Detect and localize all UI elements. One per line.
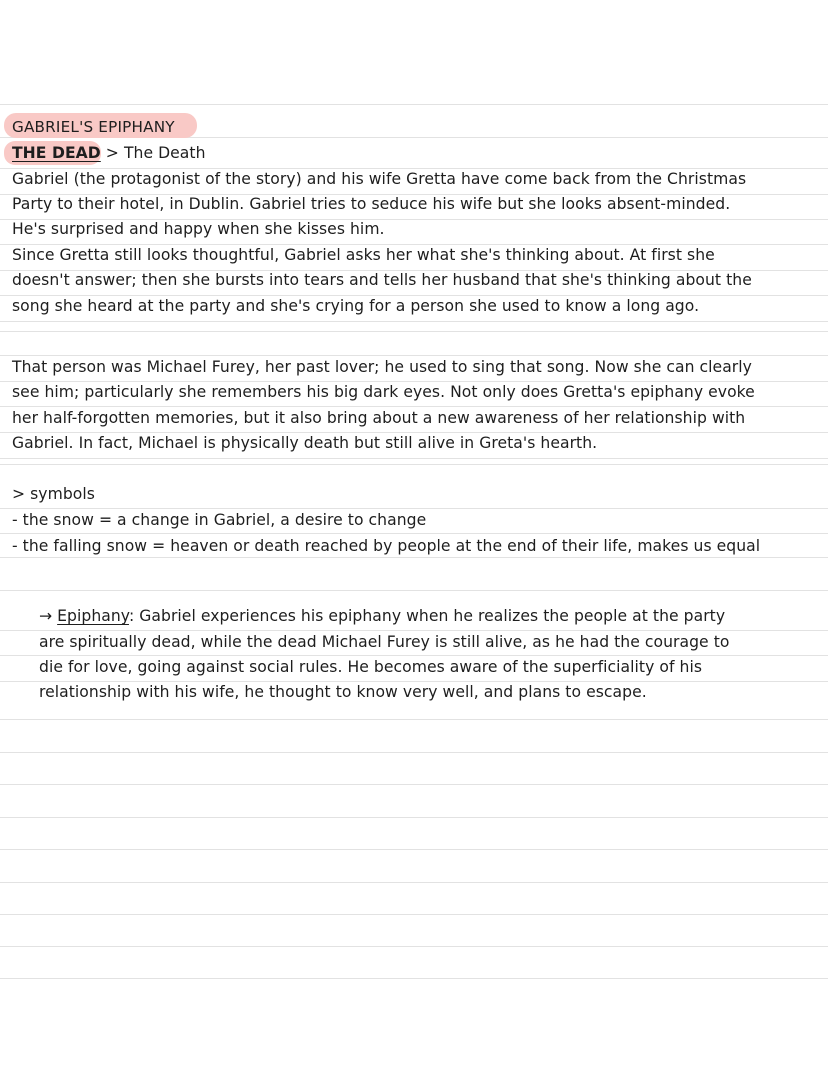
symbol-item: - the falling snow = heaven or death reached by people at the end of their life, makes us equal [12, 537, 761, 555]
paragraph-2-line: That person was Michael Furey, her past lover; he used to sing that song. Now she can clearly [12, 358, 752, 376]
subtitle-separator: > [105, 144, 119, 162]
paragraph-1-line: Party to their hotel, in Dublin. Gabriel tries to seduce his wife but she looks absent-minded. [12, 195, 731, 213]
epiphany-text: : Gabriel experiences his epiphany when he realizes the people at the party [128, 607, 726, 625]
paragraph-1-line: doesn't answer; then she bursts into tears and tells her husband that she's thinking about the [12, 271, 752, 289]
paragraph-1-line: Since Gretta still looks thoughtful, Gabriel asks her what she's thinking about. At first she [12, 246, 715, 264]
paragraph-1-line: He's surprised and happy when she kisses him. [12, 220, 385, 238]
paragraph-1-line: Gabriel (the protagonist of the story) and his wife Gretta have come back from the Christmas [12, 170, 747, 188]
epiphany-label: Epiphany [57, 607, 129, 625]
epiphany-line [39, 606, 725, 626]
note-title: GABRIEL'S EPIPHANY [12, 118, 175, 136]
epiphany-line: die for love, going against social rules. He becomes aware of the superficiality of his [39, 658, 702, 676]
paragraph-2-line: Gabriel. In fact, Michael is physically death but still alive in Greta's hearth. [12, 434, 598, 452]
symbols-heading: > symbols [12, 485, 95, 503]
paragraph-1-line: song she heard at the party and she's crying for a person she used to know a long ago. [12, 297, 700, 315]
epiphany-line: are spiritually dead, while the dead Michael Furey is still alive, as he had the courage to [39, 633, 730, 651]
symbol-item: - the snow = a change in Gabriel, a desire to change [12, 511, 427, 529]
paragraph-2-line: her half-forgotten memories, but it also bring about a new awareness of her relationship with [12, 409, 746, 427]
work-title: THE DEAD [12, 144, 101, 162]
paragraph-2-line: see him; particularly she remembers his big dark eyes. Not only does Gretta's epiphany evoke [12, 383, 755, 401]
subtitle [12, 143, 206, 163]
arrow-right-icon: → [39, 607, 53, 625]
epiphany-line: relationship with his wife, he thought to know very well, and plans to escape. [39, 683, 647, 701]
subtitle-topic: The Death [123, 144, 206, 162]
